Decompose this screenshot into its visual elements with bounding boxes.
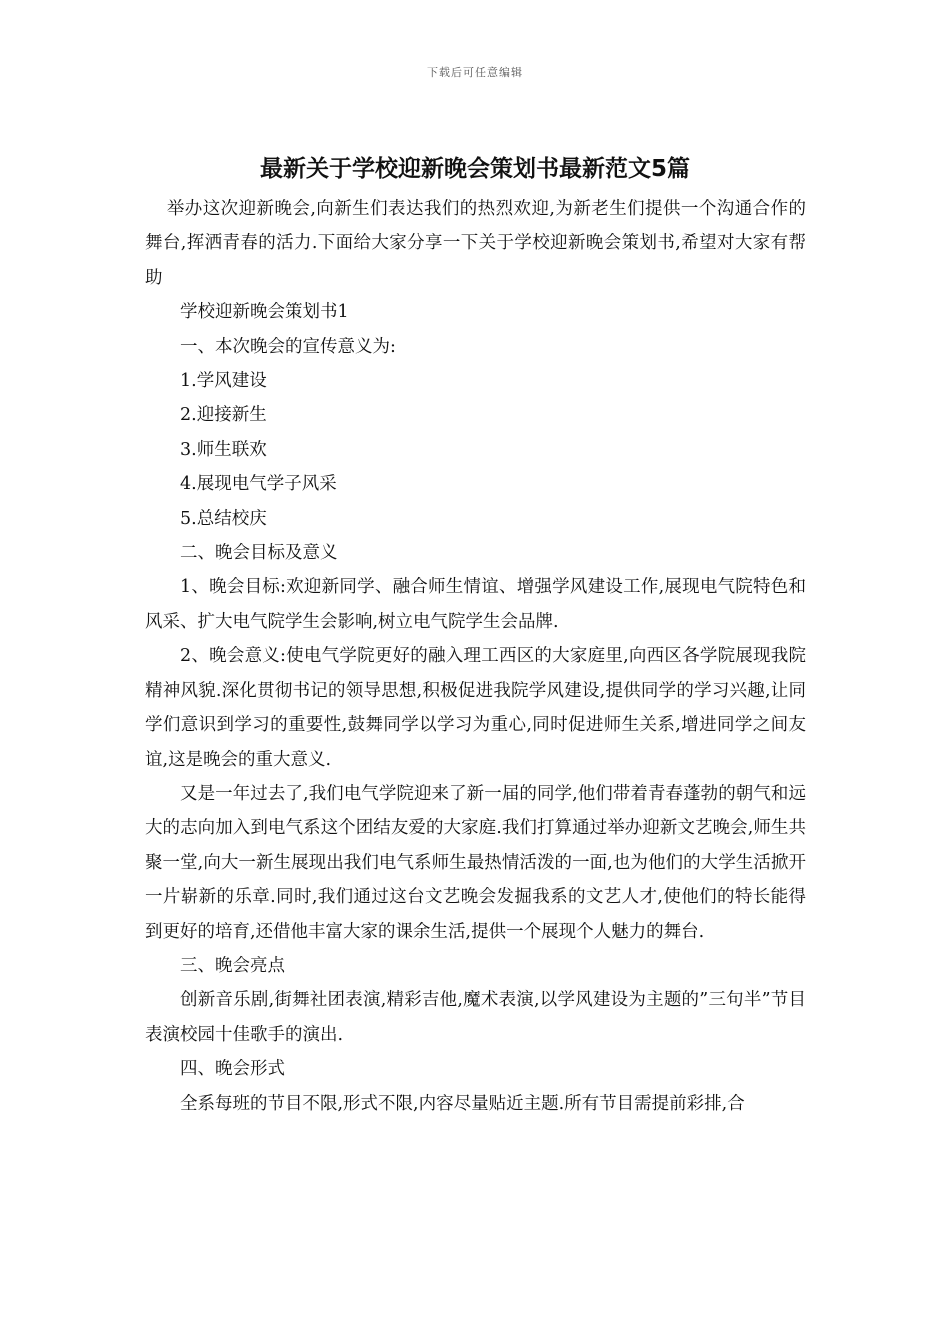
list-item: 5.总结校庆 [180,508,267,529]
section-heading-plan-1: 学校迎新晚会策划书1 [180,302,349,323]
section-heading-format: 四、晚会形式 [180,1059,285,1080]
body-paragraph: 全系每班的节目不限,形式不限,内容尽量贴近主题.所有节目需提前彩排,合 [180,1093,745,1114]
page-header-note: 下载后可任意编辑 [427,66,523,79]
document-title: 最新关于学校迎新晚会策划书最新范文5篇 [259,156,690,182]
body-paragraph: 1、晚会目标:欢迎新同学、融合师生情谊、增强学风建设工作,展现电气院特色和风采、扩大电气院学生会影响,树立电气院学生会品牌. [145,577,806,632]
document-body [145,192,806,1121]
body-paragraph: 2、晚会意义:使电气学院更好的融入理工西区的大家庭里,向西区各学院展现我院精神风貌.深化贯彻书记的领导思想,积极促进我院学风建设,提供同学的学习兴趣,让同学们意识到学习的重要性,鼓舞同学以学习为重心,同时促进师生关系,增进同学之间友谊,这是晚会的重大意义. [145,646,806,770]
list-item: 1.学风建设 [180,371,267,392]
section-heading-goals: 二、晚会目标及意义 [180,543,338,564]
list-item: 2.迎接新生 [180,405,267,426]
intro-paragraph: 举办这次迎新晚会,向新生们表达我们的热烈欢迎,为新老生们提供一个沟通合作的舞台,挥洒青春的活力.下面给大家分享一下关于学校迎新晚会策划书,希望对大家有帮助 [145,199,806,288]
list-item: 3.师生联欢 [180,439,267,460]
section-heading-publicity: 一、本次晚会的宣传意义为: [180,336,396,357]
section-heading-highlights: 三、晚会亮点 [180,955,285,976]
body-paragraph: 创新音乐剧,街舞社团表演,精彩吉他,魔术表演,以学风建设为主题的”三句半”节目表演校园十佳歌手的演出. [145,990,806,1045]
list-item: 4.展现电气学子风采 [180,474,337,495]
body-paragraph: 又是一年过去了,我们电气学院迎来了新一届的同学,他们带着青春蓬勃的朝气和远大的志向加入到电气系这个团结友爱的大家庭.我们打算通过举办迎新文艺晚会,师生共聚一堂,向大一新生展现出我们电气系师生最热情活泼的一面,也为他们的大学生活掀开一片崭新的乐章.同时,我们通过这台文艺晚会发掘我系的文艺人才,使他们的特长能得到更好的培育,还借他丰富大家的课余生活,提供一个展现个人魅力的舞台. [145,783,806,942]
